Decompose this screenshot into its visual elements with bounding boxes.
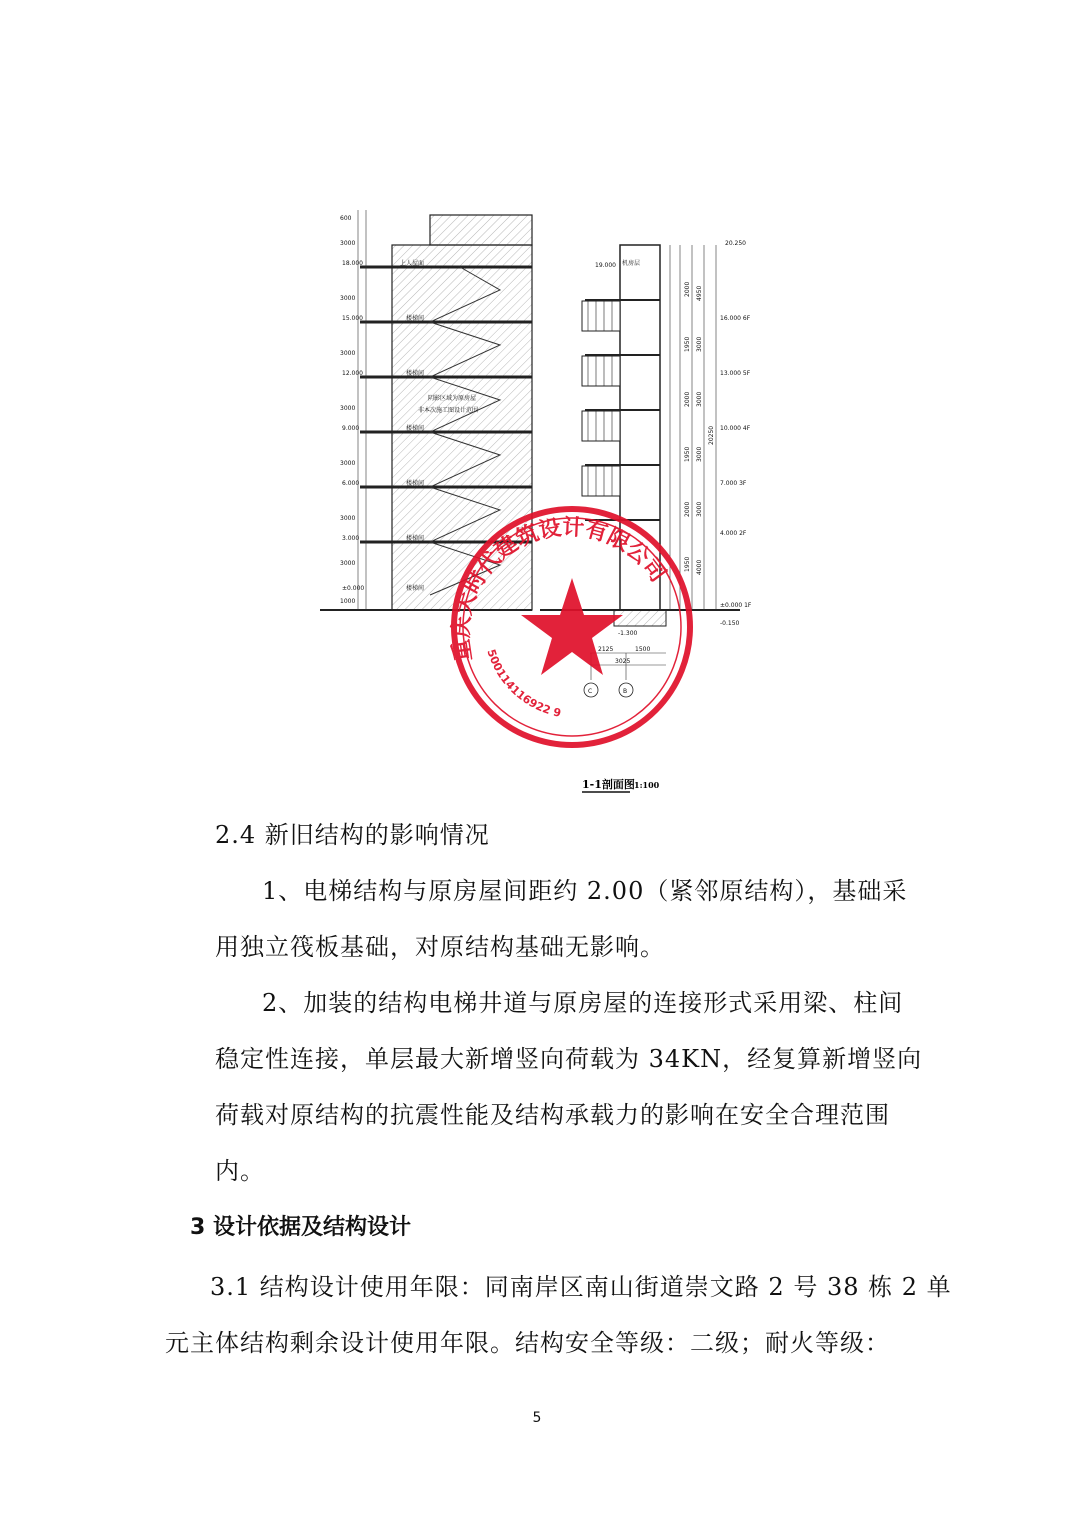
- right-dim: 2000: [684, 391, 691, 407]
- paragraph-line: 3.1 结构设计使用年限：同南岸区南山街道崇文路 2 号 38 栋 2 单: [210, 1273, 952, 1301]
- room-label: 楼梯间: [406, 370, 425, 377]
- right-dim: 4950: [696, 285, 703, 301]
- paragraph-line: 内。: [215, 1157, 265, 1185]
- right-elevation: ±0.000 1F: [720, 602, 752, 609]
- left-elevation: 12.000: [342, 370, 363, 377]
- total-dim: 20250: [708, 425, 715, 445]
- section-heading-3: 3 设计依据及结构设计: [190, 1215, 411, 1240]
- right-dim: 2000: [684, 281, 691, 297]
- paragraph-line: 1、电梯结构与原房屋间距约 2.00（紧邻原结构），基础采: [262, 877, 908, 905]
- right-elevation: 4.000 2F: [720, 530, 747, 537]
- bottom-dim: 2125: [598, 646, 614, 653]
- room-label: 楼梯间: [406, 425, 425, 432]
- page-number: 5: [532, 1410, 542, 1426]
- paragraph-line: 用独立筏板基础，对原结构基础无影响。: [215, 933, 665, 961]
- left-dim: 600: [340, 215, 352, 222]
- room-label: 楼梯间: [406, 535, 425, 542]
- paragraph-line: 稳定性连接，单层最大新增竖向荷载为 34KN，经复算新增竖向: [215, 1045, 923, 1073]
- section-heading-2-4: 2.4 新旧结构的影响情况: [215, 821, 490, 849]
- company-seal: [448, 509, 690, 745]
- right-elevation: 13.000 5F: [720, 370, 751, 377]
- left-dim: 3000: [340, 560, 356, 567]
- right-dim: 3000: [696, 391, 703, 407]
- right-dim: 2000: [684, 501, 691, 517]
- pit-level: -1.300: [618, 630, 638, 637]
- room-label: 楼梯间: [406, 480, 425, 487]
- bottom-dim: 3025: [615, 658, 631, 665]
- bottom-dim: 1500: [635, 646, 651, 653]
- left-dim: 3000: [340, 460, 356, 467]
- left-dimension-column: [340, 210, 366, 610]
- right-dim: 1950: [684, 446, 691, 462]
- left-elevation: 3.000: [342, 535, 360, 542]
- axis-label: C: [588, 688, 593, 695]
- machine-room: 机房层: [622, 260, 641, 267]
- paragraph-line: 元主体结构剩余设计使用年限。结构安全等级：二级；耐火等级：: [165, 1329, 890, 1357]
- right-elevation: 20.250: [725, 240, 746, 247]
- svg-text:重庆大时代建筑设计有限公司: 重庆大时代建筑设计有限公司: [449, 515, 671, 663]
- right-dimension-column: [670, 245, 716, 610]
- left-dim: 3000: [340, 515, 356, 522]
- left-dim: 3000: [340, 350, 356, 357]
- paragraph-line: 2、加装的结构电梯井道与原房屋的连接形式采用梁、柱间: [262, 989, 904, 1017]
- left-elevation: 6.000: [342, 480, 360, 487]
- left-elevation: 15.000: [342, 315, 363, 322]
- star-icon: [521, 578, 623, 675]
- room-label: 上人屋面: [400, 260, 425, 267]
- right-elevation: 19.000: [595, 262, 616, 269]
- right-dim: 1950: [684, 556, 691, 572]
- room-label: 楼梯间: [406, 585, 425, 592]
- right-elevation: 7.000 3F: [720, 480, 747, 487]
- left-elevation: 9.000: [342, 425, 360, 432]
- caption-title: 1-1剖面图: [582, 778, 635, 791]
- room-label: 楼梯间: [406, 315, 425, 322]
- right-elevation: 16.000 6F: [720, 315, 751, 322]
- axis-label: B: [623, 688, 628, 695]
- right-dim: 3000: [696, 446, 703, 462]
- paragraph-line: 荷载对原结构的抗震性能及结构承载力的影响在安全合理范围: [215, 1101, 890, 1129]
- right-elevation: 10.000 4F: [720, 425, 751, 432]
- caption-scale: 1:100: [634, 780, 660, 790]
- section-drawing: [300, 205, 780, 795]
- left-dim: 1000: [340, 598, 356, 605]
- left-dim: 3000: [340, 405, 356, 412]
- left-elevation: 18.000: [342, 260, 363, 267]
- existing-note: 非本次施工图设计范围: [418, 407, 479, 414]
- right-dim: 4000: [696, 559, 703, 575]
- left-dim: 3000: [340, 295, 356, 302]
- left-elevation: ±0.000: [342, 585, 365, 592]
- right-dim: 3000: [696, 501, 703, 517]
- right-elevation: -0.150: [720, 620, 740, 627]
- right-dim: 1950: [684, 336, 691, 352]
- existing-note: 阴影区域为原房屋: [428, 395, 477, 402]
- figure-caption: [582, 777, 660, 792]
- left-dim: 3000: [340, 240, 356, 247]
- svg-text:500114116922 9: 500114116922 9: [484, 647, 563, 720]
- right-dim: 3000: [696, 336, 703, 352]
